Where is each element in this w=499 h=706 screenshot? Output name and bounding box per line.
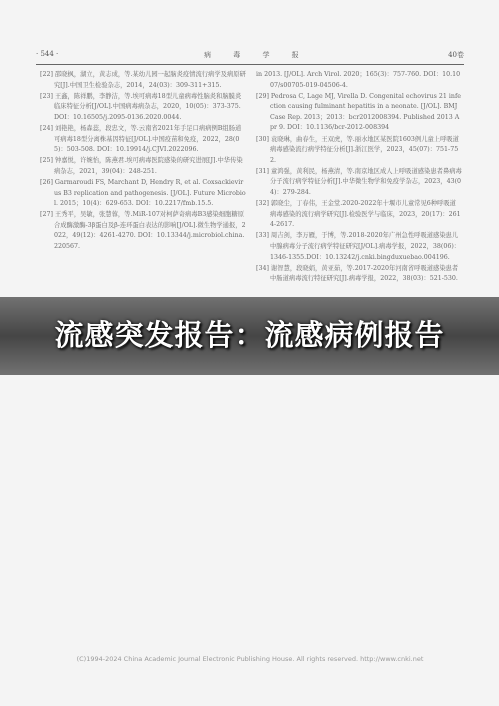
overlay-title: 流感突发报告：流感病例报告 [54, 318, 445, 352]
reference-item: [33] 周吉剑，李万雁，于博，等.2018-2020年广州急性呼吸道感染患儿中腺病毒分子流行病学特征研究[J/OL].病毒学报，2022，38(06)：1346-1355.DOI：10.13242/j.cnki.bingduxuebao.004196. [256, 232, 461, 261]
volume-label: 40卷 [448, 51, 464, 59]
reference-item: [27] 王秀平，吴敏，张慧蓉，等.MiR-107对柯萨奇病毒B3感染细胞糖原合成酶激酶-3β蛋白及β-连环蛋白表达的影响[J/OL].微生物学通报，2022，49(12)：4261-4270. DOI：10.13344/j.microbiol.china.220567. [40, 211, 246, 250]
header-rule [36, 64, 464, 65]
reference-item: [31] 童鸿强，黄利民，杨燕清，等.南京地区成人上呼吸道感染患者鼻病毒分子流行病学特征分析[J].中华微生物学和免疫学杂志，2023，43(04)：279-284. [256, 167, 462, 197]
reference-item: [23] 王鑫，陈祥鹏，李静洁，等.埃可病毒18型儿童病毒性脑炎和脑膜炎临床特征分析[J/OL].中国病毒病杂志，2020，10(05)：373-375. DOI：10.16505/j.2095-0136.2020.0044. [40, 92, 242, 121]
page-number: · 544 · [36, 50, 59, 58]
reference-column-left [40, 70, 246, 253]
reference-item: in 2013. [J/OL]. Arch Virol. 2020；165(3)：757-760. DOI：10.1007/s00705-019-04506-4. [256, 71, 461, 89]
reference-item: [32] 郭晓尘，丁春伟，王金堂.2020-2022年十堰市儿童常见6种呼吸道病毒感染的流行病学研究[J].检验医学与临床，2023，20(17)：2614-2617. [256, 200, 461, 229]
reference-item: [30] 袁晓琳，曲春生，王双虎，等.丽水地区某医院1603例儿童上呼吸道病毒感染流行病学特征分析[J].浙江医学，2023，45(07)：751-752. [256, 135, 459, 164]
journal-title: 病 毒 学 报 [204, 51, 309, 59]
reference-column-right [256, 70, 462, 285]
reference-item: [24] 刘艳艳，杨森蕊，段忠文，等.云南省2021年手足口病病例B组肠道可病毒18型分离株基因特征[J/OL].中国疫苗和免疫，2022，28(05)：503-508. DOI：10.19914/j.CJVI.2022096. [40, 124, 242, 154]
reference-item: [26] Garmaroudi FS, Marchant D, Hendry R, et al. Coxsackievirus B3 replication and pathogenesis. [J/OL]. Future Microbiol. 2015；10(4)：629-653. DOI：10.2217/fmb.15.5. [40, 178, 246, 208]
reference-item: [34] 谢智慧，段晓娟，黄亚茹，等.2017-2020年河南省呼吸道感染患者中肠道病毒流行特征研究[J].病毒学报，2022，38(03)：521-530. [256, 264, 459, 283]
page-header [36, 50, 464, 64]
reference-item: [22] 邵晓枫，湖立，黄志成，等.某幼儿园一起脑炎疫情流行病学及病原研究[J].中国卫生检验杂志，2014，24(03)：309-311+315. [40, 71, 246, 89]
reference-item: [29] Pedrosa C, Lage MJ, Virella D. Congenital echovirus 21 infection causing fulminant hepatitis in a neonate. [J/OL]. BMJ Case Rep. 2013；2013：bcr2012008394. Published 2013 Apr 9. DOI：10.1136/bcr-2012-008394 [256, 92, 462, 132]
copyright-footer: (C)1994-2024 China Academic Journal Electronic Publishing House. All rights reserved. http://www.cnki.net [76, 655, 424, 663]
reference-item: [25] 钟嘉悦，许婉怡，陈燕君.埃可病毒医院感染的研究进展[J].中华传染病杂志，2021，39(04)：248-251. [40, 157, 243, 175]
